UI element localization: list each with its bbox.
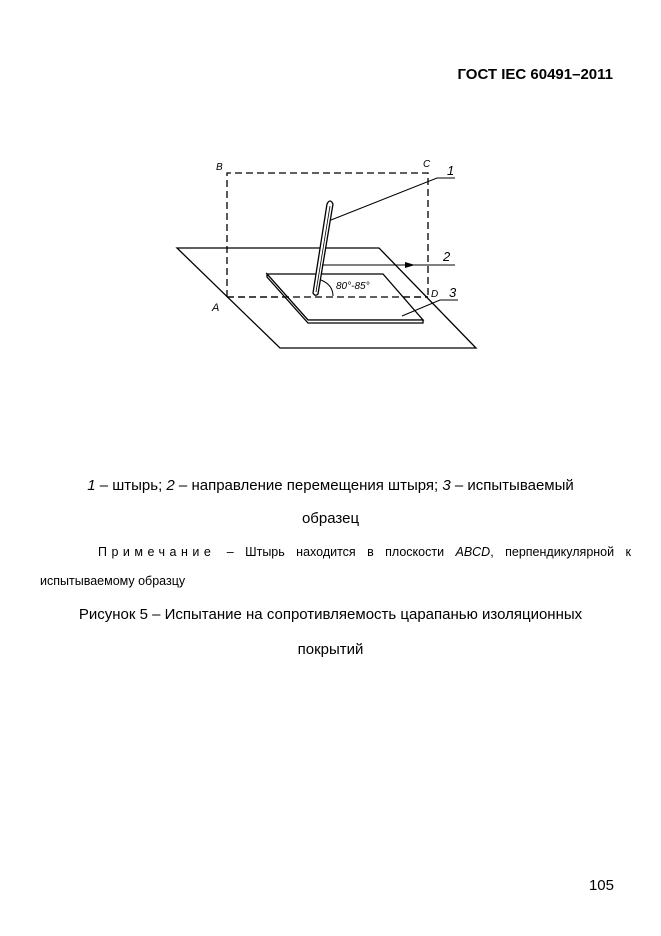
- label-c: C: [423, 159, 431, 170]
- note: [98, 545, 631, 559]
- label-d: D: [431, 289, 439, 300]
- legend-num: 1: [87, 477, 96, 494]
- note-italic: ABCD: [455, 545, 491, 559]
- figure-legend-cont: образец: [301, 510, 360, 527]
- label-a: A: [212, 302, 220, 314]
- document-header: ГОСТ IEC 60491–2011: [457, 66, 613, 83]
- legend-text: – направление перемещения штыря;: [174, 477, 443, 494]
- legend-num: 3: [442, 477, 451, 494]
- callout-3: 3: [449, 285, 457, 300]
- label-b: B: [216, 162, 223, 173]
- scratch-test-figure: [0, 0, 661, 420]
- note-label: Примечание: [98, 545, 216, 559]
- angle-label: 80°-85°: [336, 281, 370, 292]
- figure-legend: [0, 477, 661, 494]
- figure-caption-cont: покрытий: [297, 641, 364, 658]
- legend-text: – штырь;: [95, 477, 167, 494]
- legend-num: 2: [166, 477, 175, 494]
- callout-2: 2: [443, 249, 451, 264]
- legend-text: – испытываемый: [450, 477, 574, 494]
- leader-1: [331, 178, 455, 220]
- note-text: , перпендикулярной к: [490, 545, 631, 559]
- callout-1: 1: [447, 163, 455, 178]
- arrow-head-icon: [405, 262, 415, 268]
- note-continuation: испытываемому образцу: [40, 574, 186, 588]
- figure-caption: Рисунок 5 – Испытание на сопротивляемость царапанью изоляционных: [78, 606, 583, 623]
- note-text: – Штырь находится в плоскости: [226, 545, 456, 559]
- page-number: 105: [588, 877, 614, 894]
